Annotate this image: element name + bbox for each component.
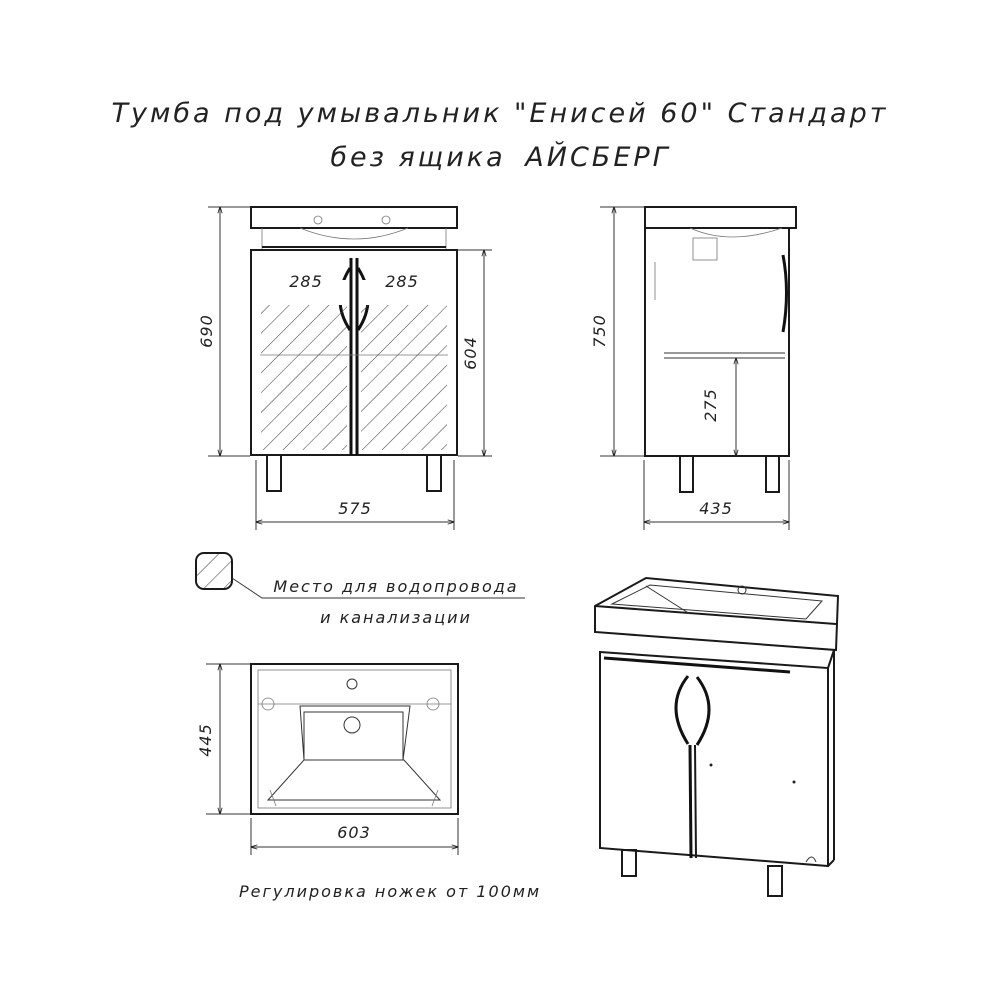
dim-total-height: 690: [197, 314, 216, 348]
dim-door-right: 285: [385, 272, 419, 291]
iso-sink-slab: [595, 578, 838, 650]
side-leg-front: [766, 456, 779, 492]
dim-top-depth: 445: [196, 723, 215, 757]
footer-note: Регулировка ножек от 100мм: [238, 882, 542, 901]
dim-side-height: 750: [590, 314, 609, 348]
iso-body-front: [600, 652, 828, 866]
side-leg-back: [680, 456, 693, 492]
side-view: [590, 207, 796, 530]
plumbing-zone-right: [361, 305, 447, 450]
front-leg-right: [427, 455, 441, 491]
side-sink-top: [645, 207, 796, 228]
legend-hatch-swatch: [196, 553, 232, 589]
dim-body-height: 604: [461, 336, 480, 370]
side-handle: [783, 255, 787, 332]
iso-handle-right: [697, 677, 709, 745]
plumbing-zone-left: [261, 305, 347, 450]
drain-hole: [344, 717, 360, 733]
front-leg-left: [267, 455, 281, 491]
legend: [196, 553, 525, 627]
iso-leg-front-right: [768, 866, 782, 896]
iso-leg-front-left: [622, 850, 636, 876]
basin-bowl: [268, 706, 440, 800]
top-view: [196, 664, 458, 855]
dim-front-width: 575: [338, 499, 372, 518]
front-view: [197, 207, 492, 530]
dim-shelf-height: 275: [701, 388, 720, 422]
front-sink-top: [251, 207, 457, 228]
legend-line-2: и канализации: [320, 608, 472, 627]
dim-top-width: 603: [337, 823, 371, 842]
dim-door-left: 285: [289, 272, 323, 291]
dim-side-depth: 435: [699, 499, 733, 518]
iso-door-split: [690, 745, 691, 858]
title-line-1: Тумба под умывальник "Енисей 60" Стандарт: [111, 98, 889, 129]
drawing-title: [112, 98, 889, 173]
faucet-hole: [347, 679, 357, 689]
title-brand: АЙСБЕРГ: [525, 142, 671, 173]
top-outline: [251, 664, 458, 814]
title-line-2: без ящика: [330, 142, 506, 173]
legend-line-1: Место для водопровода: [273, 577, 519, 596]
isometric-view: [595, 578, 838, 896]
iso-handle-left: [676, 676, 688, 744]
